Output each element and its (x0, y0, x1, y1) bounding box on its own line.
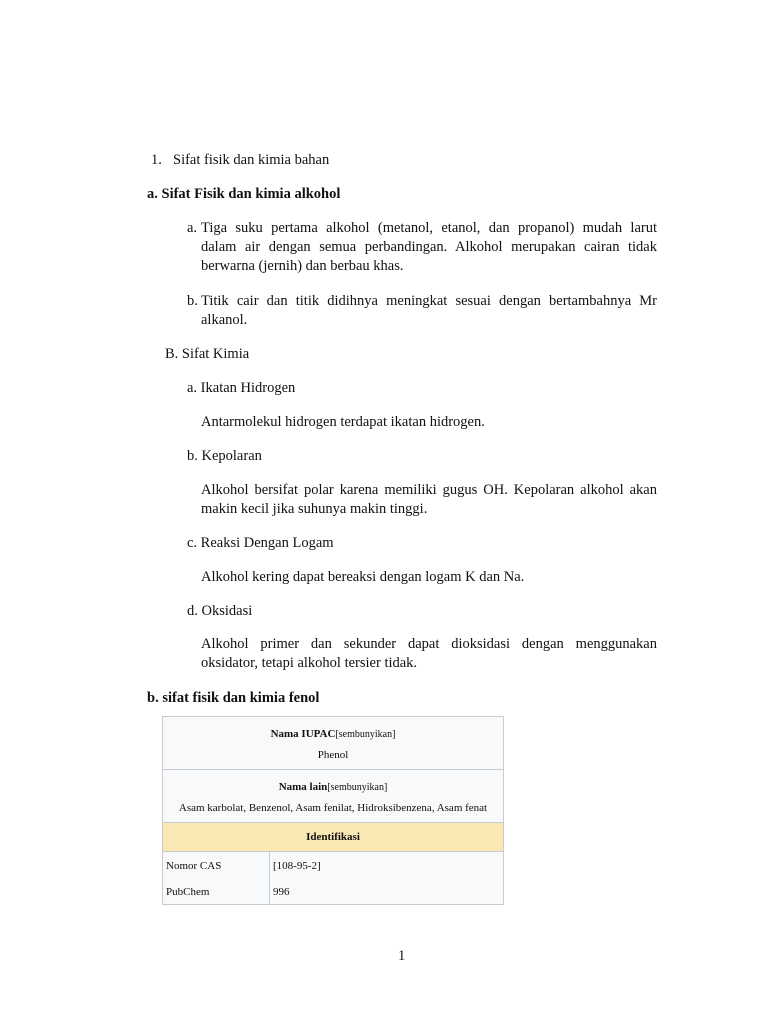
item-title-kepolaran: b. Kepolaran (187, 448, 262, 464)
item-title-oksidasi: d. Oksidasi (187, 603, 253, 619)
cas-label: Nomor CAS (163, 852, 270, 881)
text-line: Alkohol primer dan sekunder dapat dioksidasi dengan menggunakan (201, 636, 657, 652)
pubchem-label: PubChem (163, 880, 270, 905)
other-names-label: Nama lain (278, 780, 328, 793)
subsection-heading-alkohol: a. Sifat Fisik dan kimia alkohol (147, 186, 341, 202)
page-number: 1 (398, 948, 406, 964)
paragraph-kepolaran (201, 481, 657, 519)
item-text-reaksi-logam: Alkohol kering dapat bereaksi dengan logam K dan Na. (201, 569, 525, 585)
iupac-toggle-link[interactable]: [sembunyikan] (335, 728, 396, 740)
list-marker: b. (187, 293, 198, 309)
iupac-value: Phenol (317, 748, 349, 761)
subsection-heading-fenol: b. sifat fisik dan kimia fenol (147, 690, 320, 706)
paragraph-kelarutan (201, 219, 657, 276)
text-line: Titik cair dan titik didihnya meningkat sesuai dengan bertambahnya Mr (201, 293, 657, 309)
infobox-row-other-names (163, 770, 504, 823)
other-names-toggle-link[interactable]: [sembunyikan] (327, 781, 388, 793)
paragraph-oksidasi (201, 635, 657, 673)
phenol-infobox (162, 716, 504, 905)
infobox-cell-iupac (163, 717, 504, 770)
pubchem-value[interactable]: 996 (270, 880, 504, 905)
infobox-cell-other-names (163, 770, 504, 823)
infobox-row-cas (163, 852, 504, 881)
list-number: 1. (151, 152, 162, 168)
infobox-row-iupac (163, 717, 504, 770)
section-heading: Sifat fisik dan kimia bahan (173, 152, 330, 168)
text-line: oksidator, tetapi alkohol tersier tidak. (201, 655, 418, 671)
item-text-ikatan-hidrogen: Antarmolekul hidrogen terdapat ikatan hidrogen. (201, 414, 485, 430)
text-line: makin kecil jika suhunya makin tinggi. (201, 501, 428, 517)
text-line: berwarna (jernih) dan berbau khas. (201, 258, 404, 274)
infobox-row-pubchem (163, 880, 504, 905)
iupac-label: Nama IUPAC (270, 727, 336, 740)
text-line: dalam air dengan semua perbandingan. Alkohol merupakan cairan tidak (201, 239, 657, 255)
infobox-row-header (163, 823, 504, 852)
item-title-ikatan-hidrogen: a. Ikatan Hidrogen (187, 380, 296, 396)
text-line: alkanol. (201, 312, 248, 328)
identifikasi-header: Identifikasi (163, 823, 504, 852)
list-marker: a. (187, 220, 198, 236)
text-line: Tiga suku pertama alkohol (metanol, etanol, dan propanol) mudah larut (201, 220, 657, 236)
paragraph-titik-didih (201, 292, 657, 330)
other-names-value: Asam karbolat, Benzenol, Asam fenilat, Hidroksibenzena, Asam fenat (178, 801, 488, 814)
subsection-heading-kimia: B. Sifat Kimia (165, 346, 250, 362)
item-title-reaksi-logam: c. Reaksi Dengan Logam (187, 535, 334, 551)
cas-value[interactable]: [108-95-2] (270, 852, 504, 881)
text-line: Alkohol bersifat polar karena memiliki gugus OH. Kepolaran alkohol akan (201, 482, 657, 498)
